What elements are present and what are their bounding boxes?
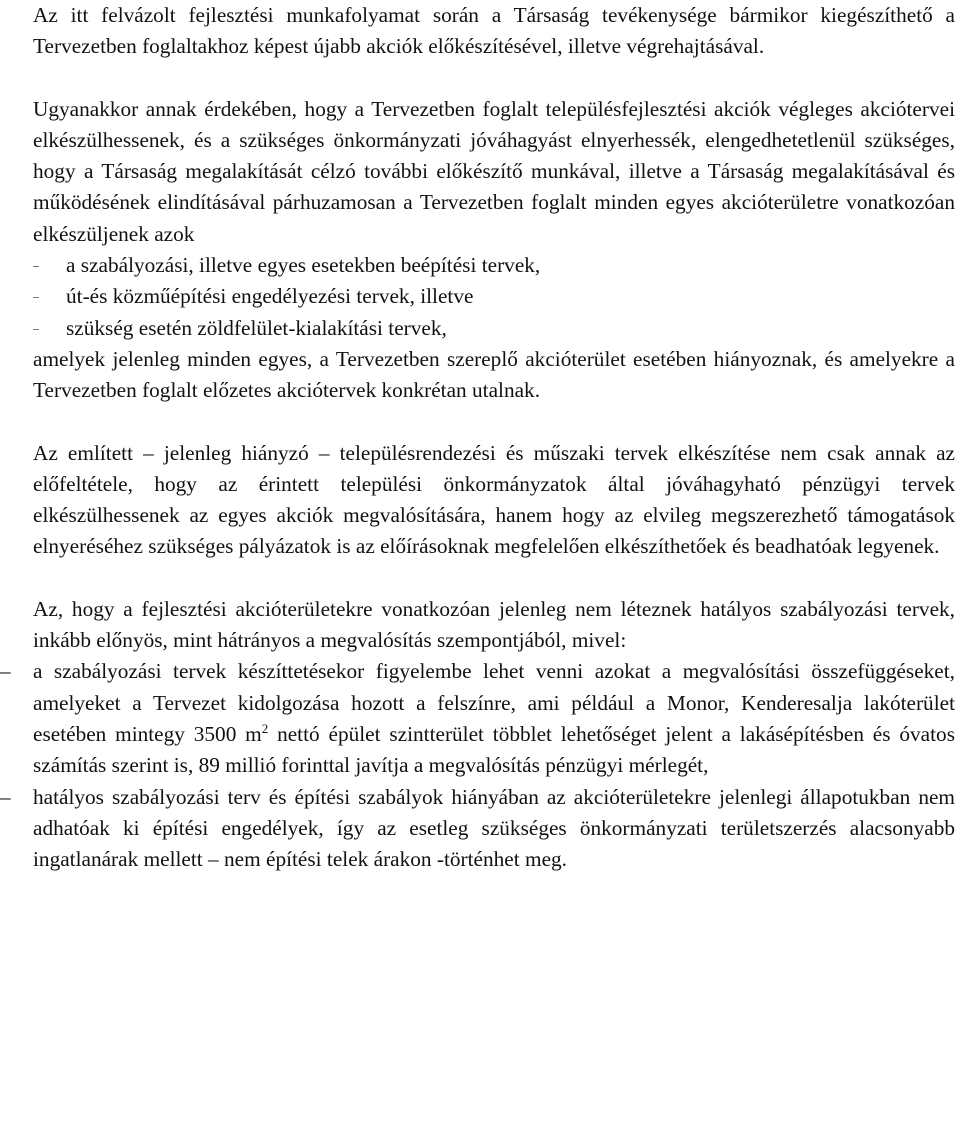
list-item (33, 313, 955, 344)
paragraph-2-intro: Ugyanakkor annak érdekében, hogy a Tervezetben foglalt településfejlesztési akciók végleges akciótervei elkészülhessenek, és a szükséges önkormányzati jóváhagyást elnyerhessék, elengedhetetlenül szükséges, hogy a Társaság megalakítását célzó további előkészítő munkával, illetve a Társaság megalakításával és működésének elindításával párhuzamosan a Tervezetben foglalt minden egyes akcióterületre vonatkozóan elkészüljenek azok (33, 96, 955, 246)
list-item-text: út-és közműépítési engedélyezési tervek, illetve (66, 284, 474, 309)
dash-bullet: – (33, 289, 39, 304)
list-item-text-b: nettó épület szintterület többlet lehetőséget jelent a lakásépítésben és óvatos számítás szerint is, 89 millió forinttal javítja a megvalósítás pénzügyi mérlegét, (33, 721, 955, 778)
list-item-text-a: a szabályozási tervek készíttetésekor figyelembe lehet venni azokat a megvalósítási összefüggéseket, amelyeket a Tervezet kidolgozása hozott a felszínre, ami például a Monor, Kenderesalja lakóterület esetében mintegy 3500 m (33, 659, 955, 746)
list-item (0, 656, 955, 781)
list-item-text: hatályos szabályozási terv és építési szabályok hiányában az akcióterületekre jelenlegi állapotukban nem adhatóak ki építési engedélyek, így az esetleg szükséges önkormányzati területszerzés alacsonyabb ingatlanárak mellett – nem építési telek árakon -történhet meg. (33, 784, 955, 872)
superscript: 2 (261, 720, 269, 736)
paragraph-2-outro: amelyek jelenleg minden egyes, a Tervezetben szereplő akcióterület esetében hiányoznak, és amelyekre a Tervezetben foglalt előzetes akciótervek konkrétan utalnak. (33, 346, 955, 403)
list-item (33, 281, 955, 312)
plan-type-list (33, 250, 955, 344)
list-item-text: szükség esetén zöldfelület-kialakítási tervek, (66, 315, 447, 340)
dash-bullet: – (0, 659, 11, 684)
dash-bullet: – (33, 258, 39, 273)
paragraph-3: Az említett – jelenleg hiányzó – településrendezési és műszaki tervek elkészítése nem csak annak az előfeltétele, hogy az érintett települési önkormányzatok által jóváhagyható pénzügyi tervek elkészülhessenek az egyes akciók megvalósítására, hanem hogy az elvileg megszerezhető támogatások elnyeréséhez szükséges pályázatok is az előírásoknak megfelelően elkészíthetőek és beadhatóak legyenek. (33, 440, 955, 559)
dash-bullet: – (33, 320, 39, 335)
paragraph-2 (33, 94, 955, 407)
advantage-list (0, 656, 955, 875)
dash-bullet: – (0, 784, 11, 809)
list-item (33, 250, 955, 281)
list-item-text: a szabályozási, illetve egyes esetekben beépítési tervek, (66, 253, 541, 278)
paragraph-1: Az itt felvázolt fejlesztési munkafolyamat során a Társaság tevékenysége bármikor kiegészíthető a Tervezetben foglaltakhoz képest újabb akciók előkészítésével, illetve végrehajtásával. (33, 3, 955, 59)
list-item (0, 782, 955, 876)
paragraph-4 (0, 594, 955, 876)
paragraph-4-intro: Az, hogy a fejlesztési akcióterületekre vonatkozóan jelenleg nem léteznek hatályos szabályozási tervek, inkább előnyös, mint hátrányos a megvalósítás szempontjából, mivel: (33, 596, 955, 653)
